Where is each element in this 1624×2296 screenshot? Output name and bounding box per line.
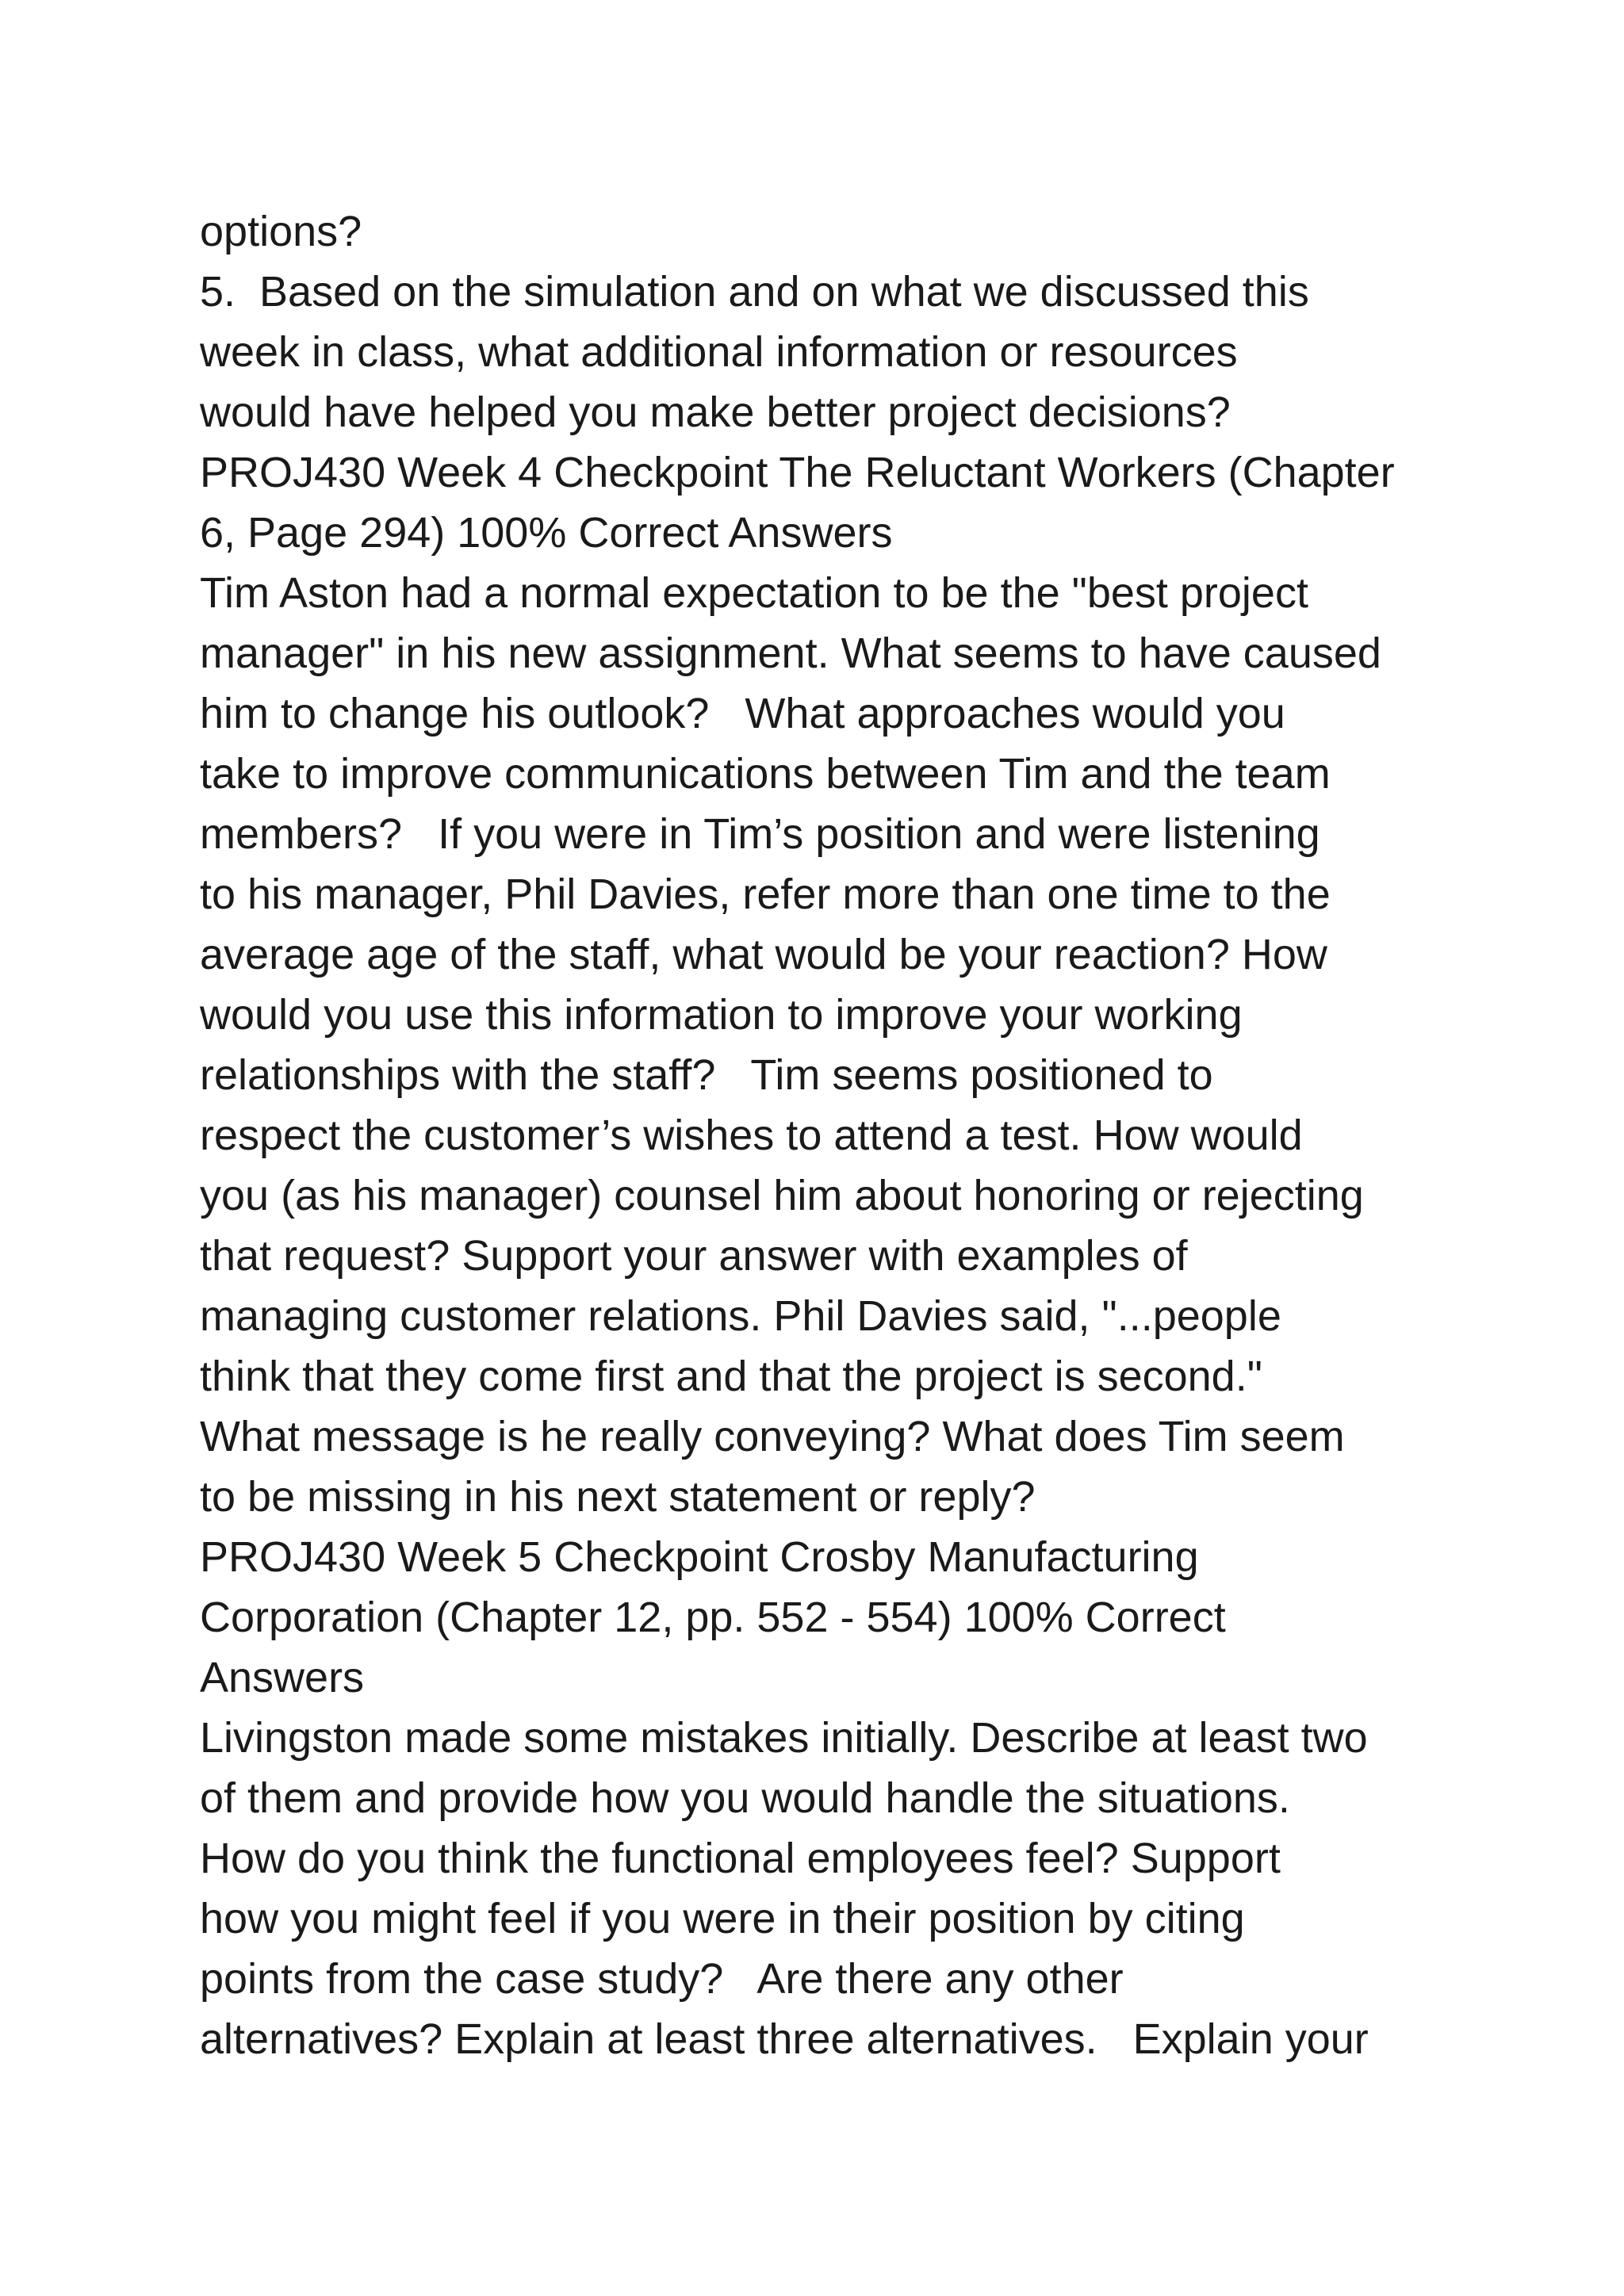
text-line: Corporation (Chapter 12, pp. 552 - 554) 100% Correct [200,1594,1226,1641]
text-line: how you might feel if you were in their position by citing [200,1895,1245,1942]
text-line: alternatives? Explain at least three alternatives. Explain your [200,2015,1369,2063]
text-line: 5. Based on the simulation and on what we discussed this [200,268,1309,316]
text-line: to be missing in his next statement or reply? [200,1473,1036,1521]
text-line: relationships with the staff? Tim seems positioned to [200,1051,1213,1099]
text-line: PROJ430 Week 5 Checkpoint Crosby Manufacturing [200,1533,1199,1581]
text-line: How do you think the functional employees feel? Support [200,1835,1281,1882]
text-line: take to improve communications between Tim and the team [200,750,1331,798]
text-line: would have helped you make better project decisions? [200,388,1231,436]
text-line: week in class, what additional information or resources [200,328,1238,376]
text-line: members? If you were in Tim’s position and were listening [200,810,1320,858]
text-line: managing customer relations. Phil Davies said, "...people [200,1292,1281,1340]
text-line: that request? Support your answer with examples of [200,1232,1188,1280]
text-line: of them and provide how you would handle the situations. [200,1774,1290,1822]
text-line: to his manager, Phil Davies, refer more than one time to the [200,871,1331,918]
text-line: think that they come first and that the project is second." [200,1353,1262,1400]
text-line: PROJ430 Week 4 Checkpoint The Reluctant Workers (Chapter [200,449,1395,496]
text-line: respect the customer’s wishes to attend a test. How would [200,1112,1303,1159]
document-body [200,201,1469,2069]
text-line: manager" in his new assignment. What seems to have caused [200,629,1381,677]
text-line: him to change his outlook? What approaches would you [200,690,1285,737]
text-line: What message is he really conveying? What does Tim seem [200,1413,1345,1460]
text-line: you (as his manager) counsel him about honoring or rejecting [200,1172,1364,1219]
text-line: Tim Aston had a normal expectation to be the "best project [200,569,1308,617]
text-line: 6, Page 294) 100% Correct Answers [200,509,893,557]
text-line: average age of the staff, what would be your reaction? How [200,931,1327,978]
text-line: Answers [200,1654,365,1701]
text-line: would you use this information to improve your working [200,991,1243,1039]
text-line: points from the case study? Are there any other [200,1955,1124,2003]
text-line: options? [200,208,362,255]
text-line: Livingston made some mistakes initially. Describe at least two [200,1714,1368,1762]
